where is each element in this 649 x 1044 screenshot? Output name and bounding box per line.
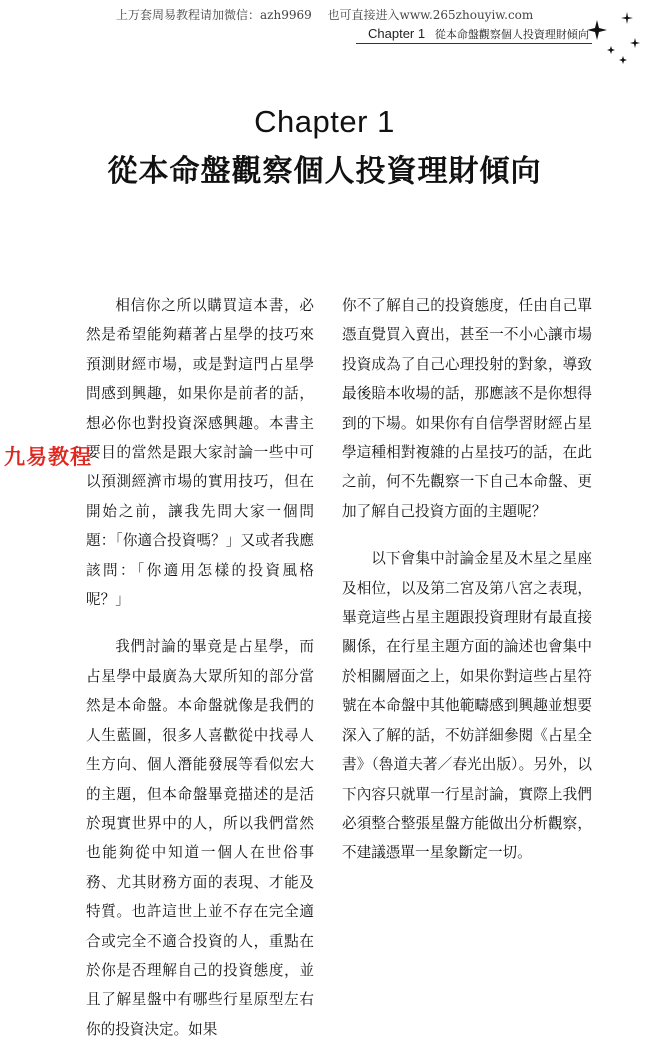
header-rule <box>356 43 592 44</box>
body-column-left <box>86 291 314 1044</box>
running-header-chapter: Chapter 1 <box>368 26 426 41</box>
sparkle-stars-icon <box>575 8 645 68</box>
paragraph: 以下會集中討論金星及木星之星座及相位，以及第二宮及第八宮之表現，畢竟這些占星主題跟投資理財有最直接關係，在行星主題方面的論述也會集中於相關層面之上，如果你對這些占星符號在本命盤中其他範疇感到興趣並想要深入了解的話，不妨詳細參閱《占星全書》（魯道夫著／春光出版）。另外，以下內容只就單一行星討論，實際上我們必須整合整張星盤方能做出分析觀察，不建議憑單一星象斷定一切。 <box>342 550 592 862</box>
running-header-title: 從本命盤觀察個人投資理財傾向 <box>434 28 589 41</box>
watermark-logo: 九易教程 <box>4 445 92 469</box>
watermark-text: 上万套周易教程请加微信：azh9969 也可直接进入www.265zhouyiw.com <box>116 8 534 22</box>
chapter-number: Chapter 1 <box>254 104 395 139</box>
paragraph: 你不了解自己的投資態度，任由自己單憑直覺買入賣出，甚至一不小心讓市場投資成為了自己心理投射的對象，導致最後賠本收場的話，那應該不是你想得到的下場。如果你有自信學習財經占星學這種相對複雜的占星技巧的話，在此之前，何不先觀察一下自己本命盤、更加了解自己投資方面的主題呢？ <box>342 297 592 520</box>
paragraph: 相信你之所以購買這本書，必然是希望能夠藉著占星學的技巧來預測財經市場，或是對這門占星學問感到興趣，如果你是前者的話，想必你也對投資深感興趣。本書主要目的當然是跟大家討論一些中可以預測經濟市場的實用技巧，但在開始之前，讓我先問大家一個問題：「你適合投資嗎？」又或者我應該問：「你適用怎樣的投資風格呢？」 <box>86 297 314 609</box>
running-header <box>368 26 589 42</box>
chapter-title: 從本命盤觀察個人投資理財傾向 <box>107 154 542 189</box>
body-column-right <box>342 291 592 868</box>
paragraph: 我們討論的畢竟是占星學，而占星學中最廣為大眾所知的部分當然是本命盤。本命盤就像是我們的人生藍圖，很多人喜歡從中找尋人生方向、個人潛能發展等看似宏大的主題，但本命盤畢竟描述的是活於現實世界中的人，所以我們當然也能夠從中知道一個人在世俗事務、尤其財務方面的表現、才能及特質。也許這世上並不存在完全適合或完全不適合投資的人，重點在於你是否理解自己的投資態度，並且了解星盤中有哪些行星原型左右你的投資決定。如果 <box>86 638 314 1038</box>
